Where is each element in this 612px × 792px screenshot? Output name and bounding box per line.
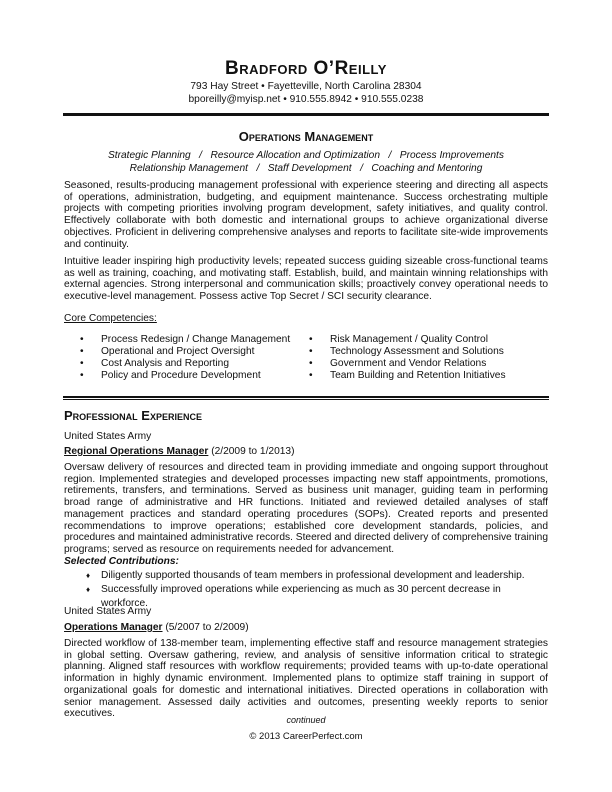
competencies-label: Core Competencies:: [64, 313, 157, 324]
employer: United States Army: [64, 431, 152, 442]
contact-line: bporeilly@myisp.net • 910.555.8942 • 910.555.0238: [188, 94, 424, 105]
keywords-line-1: Strategic Planning / Resource Allocation and Optimization / Process Improvements: [108, 150, 504, 161]
job-description: Oversaw delivery of resources and directed team in providing immediate and ongoing support throughout region. Implemented strategies and developed processes impacting new staff appointments, promotions, retirements, transfers, and terminations. Served as business unit manager, guiding team in performing broad range of administrative and HR functions. Initiated and reviewed detailed analyses of staff management practices and standard operating procedures (SOPs). Created reports and presented recommendations to improve operations; established core development standards, policies, and procedures and maintained administrative records. Steered and directed delivery of comprehensive training programs; served as resource on requirements needed for advancement.: [64, 462, 548, 555]
job-dates: (5/2007 to 2/2009): [165, 622, 249, 633]
copyright: © 2013 CareerPerfect.com: [249, 731, 363, 742]
employer: United States Army: [64, 606, 152, 617]
continued-note: continued: [286, 715, 326, 725]
competency-item: • Team Building and Retention Initiatives: [293, 370, 553, 382]
competencies-left-list: [64, 334, 304, 382]
competency-item: • Cost Analysis and Reporting: [64, 358, 304, 370]
competency-item: • Operational and Project Oversight: [64, 346, 304, 358]
keywords-line-2: Relationship Management / Staff Development / Coaching and Mentoring: [129, 163, 483, 174]
job-description: Directed workflow of 138-member team, implementing effective staff and resource management strategies in global setting. Oversaw gathering, review, and analysis of sensitive information critical to strategic planning. Aligned staff resources with workflow requirements; provided teams with up-to-date operational information in highly dynamic environment. Implemented plans to optimize staff training in support of organizational goals for domestic and international initiatives. Directed operations in collaboration with senior management. Assessed daily activities and outcomes, presenting weekly reports to senior executives.: [64, 638, 548, 720]
contributions-list: [64, 569, 548, 609]
competency-item: • Risk Management / Quality Control: [293, 334, 553, 346]
address-line: 793 Hay Street • Fayetteville, North Carolina 28304: [190, 81, 422, 92]
summary-paragraph-1: Seasoned, results-producing management professional with experience steering and directing all aspects of operations, administration, budgeting, and equipment maintenance. Success orchestrating multiple projects with competing priorities involving program development, safety initiatives, and quality control. Effectively collaborate with both domestic and international groups to achieve organizational diverse objectives. Proficient in delivering comprehensive analyses and reports to facilitate site-wide improvements and continuity.: [64, 180, 548, 250]
contribution-item: ♦ Diligently supported thousands of team members in professional development and leadership.: [64, 569, 548, 583]
job-position: Operations Manager: [64, 622, 163, 633]
candidate-name: Bradford O’Reilly: [225, 58, 387, 79]
job-position: Regional Operations Manager: [64, 446, 209, 457]
summary-title: Operations Management: [238, 129, 374, 144]
competency-item: • Technology Assessment and Solutions: [293, 346, 553, 358]
header-divider: [63, 113, 549, 116]
competencies-right-list: [293, 334, 553, 382]
section-divider: [63, 396, 549, 400]
job-title-line: [64, 622, 548, 633]
job-title-line: [64, 446, 548, 457]
job-dates: (2/2009 to 1/2013): [211, 446, 295, 457]
competency-item: • Policy and Procedure Development: [64, 370, 304, 382]
summary-paragraph-2: Intuitive leader inspiring high productivity levels; repeated success guiding sizeable cross-functional teams as well as training, coaching, and motivating staff. Establish, build, and maintain winning relationships with external agencies. Strong interpersonal and communication skills; proactively convey operational needs to executive-level management. Possess active Top Secret / SCI security clearance.: [64, 256, 548, 303]
competency-item: • Process Redesign / Change Management: [64, 334, 304, 346]
contribution-item: ♦ Successfully improved operations while experiencing as much as 30 percent decrease in workforce.: [64, 583, 548, 597]
competency-item: • Government and Vendor Relations: [293, 358, 553, 370]
experience-title: Professional Experience: [64, 408, 202, 423]
contributions-label: Selected Contributions:: [64, 556, 179, 567]
